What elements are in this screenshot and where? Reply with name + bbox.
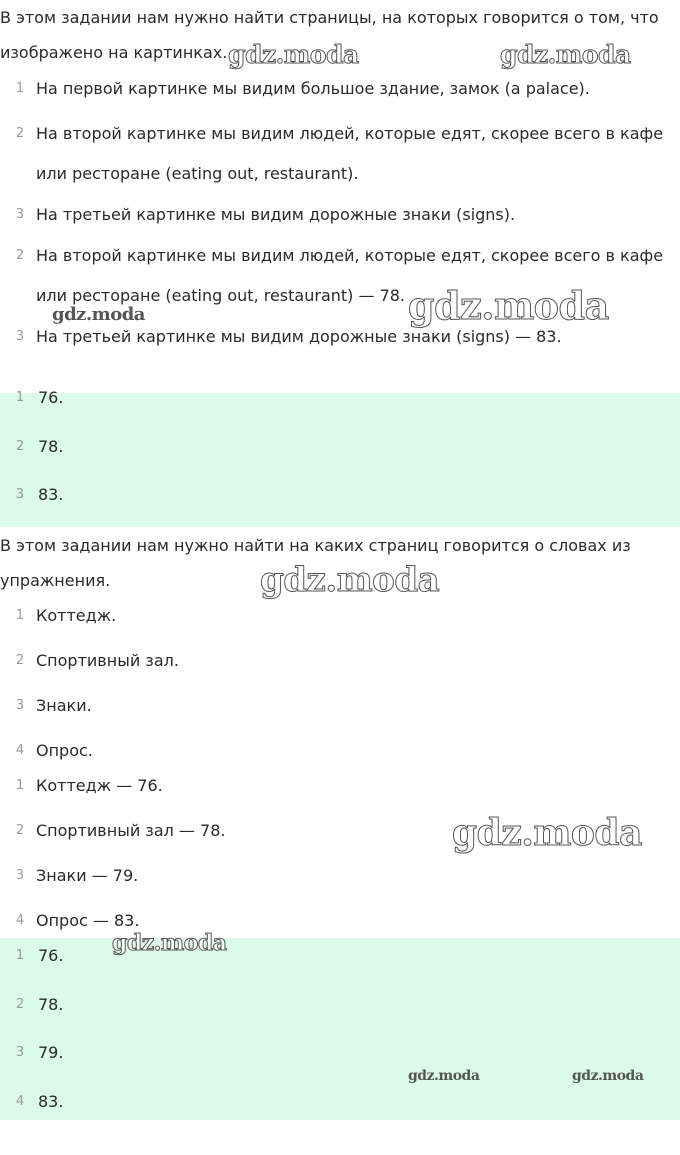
watermark: gdz.moda — [408, 1068, 480, 1084]
watermark: gdz.moda — [52, 304, 145, 325]
item-number: 2 — [15, 248, 25, 263]
watermark: gdz.moda — [500, 40, 631, 69]
list-item — [0, 641, 676, 681]
list-item — [0, 731, 676, 771]
item-text: На первой картинке мы видим большое здание, замок (a palace). — [36, 79, 590, 98]
item-number: 3 — [15, 329, 25, 344]
item-text: Опрос. — [36, 741, 93, 760]
answer-row — [0, 1043, 680, 1067]
item-number: 1 — [15, 778, 25, 793]
item-text: На третьей картинке мы видим дорожные знаки (signs). — [36, 205, 516, 224]
watermark: gdz.moda — [228, 40, 359, 69]
watermark: gdz.moda — [408, 283, 609, 328]
item-number: 3 — [15, 698, 25, 713]
answer-text: 76. — [38, 388, 64, 407]
item-text: Коттедж — 76. — [36, 776, 163, 795]
answer-text: 83. — [38, 485, 64, 504]
list-item — [0, 811, 676, 851]
list-item — [0, 114, 676, 194]
item-number: 1 — [15, 608, 25, 623]
answer-text: 76. — [38, 946, 64, 965]
watermark: gdz.moda — [572, 1068, 644, 1084]
answer-row — [0, 946, 680, 970]
answer-text: 79. — [38, 1043, 64, 1062]
item-text: Спортивный зал. — [36, 651, 179, 670]
item-text: На третьей картинке мы видим дорожные знаки (signs) — 83. — [36, 327, 562, 346]
answer-number: 2 — [15, 997, 25, 1012]
answer-block — [0, 938, 680, 1120]
watermark: gdz.moda — [452, 812, 642, 854]
item-text: На второй картинке мы видим людей, которые едят, скорее всего в кафе или ресторане (eating out, restaurant) — 78. — [36, 246, 664, 305]
item-number: 4 — [15, 743, 25, 758]
list-item — [0, 766, 676, 806]
watermark: gdz.moda — [260, 560, 440, 600]
answer-row — [0, 388, 680, 412]
answer-text: 78. — [38, 995, 64, 1014]
item-text: Знаки — 79. — [36, 866, 139, 885]
answer-number: 1 — [15, 948, 25, 963]
list-item — [0, 686, 676, 726]
list-item — [0, 596, 676, 636]
answer-number: 3 — [15, 1045, 25, 1060]
list-item — [0, 901, 676, 941]
answer-row — [0, 485, 680, 509]
item-number: 2 — [15, 823, 25, 838]
item-number: 2 — [15, 653, 25, 668]
item-text: Опрос — 83. — [36, 911, 140, 930]
list-item — [0, 856, 676, 896]
answer-number: 2 — [15, 439, 25, 454]
answer-row — [0, 1092, 680, 1116]
item-text: Знаки. — [36, 696, 92, 715]
answer-number: 1 — [15, 390, 25, 405]
answer-block — [0, 388, 680, 527]
item-text: Спортивный зал — 78. — [36, 821, 226, 840]
item-number: 4 — [15, 913, 25, 928]
answer-text: 83. — [38, 1092, 64, 1111]
answer-row — [0, 995, 680, 1019]
section2-intro: В этом задании нам нужно найти на каких страниц говорится о словах из упражнения. — [0, 536, 631, 590]
watermark: gdz.moda — [112, 930, 227, 956]
item-text: На второй картинке мы видим людей, которые едят, скорее всего в кафе или ресторане (eating out, restaurant). — [36, 124, 664, 183]
answer-number: 4 — [15, 1094, 25, 1109]
list-item — [0, 195, 676, 235]
item-text: Коттедж. — [36, 606, 117, 625]
list-item — [0, 236, 676, 316]
answer-number: 3 — [15, 487, 25, 502]
answer-text: 78. — [38, 437, 64, 456]
item-number: 3 — [15, 207, 25, 222]
list-item — [0, 317, 676, 357]
item-number: 3 — [15, 868, 25, 883]
answer-row — [0, 437, 680, 461]
list-item — [0, 69, 676, 109]
section1-intro: В этом задании нам нужно найти страницы, на которых говорится о том, что изображено на картинках. — [0, 8, 659, 62]
item-number: 1 — [15, 81, 25, 96]
item-number: 2 — [15, 126, 25, 141]
